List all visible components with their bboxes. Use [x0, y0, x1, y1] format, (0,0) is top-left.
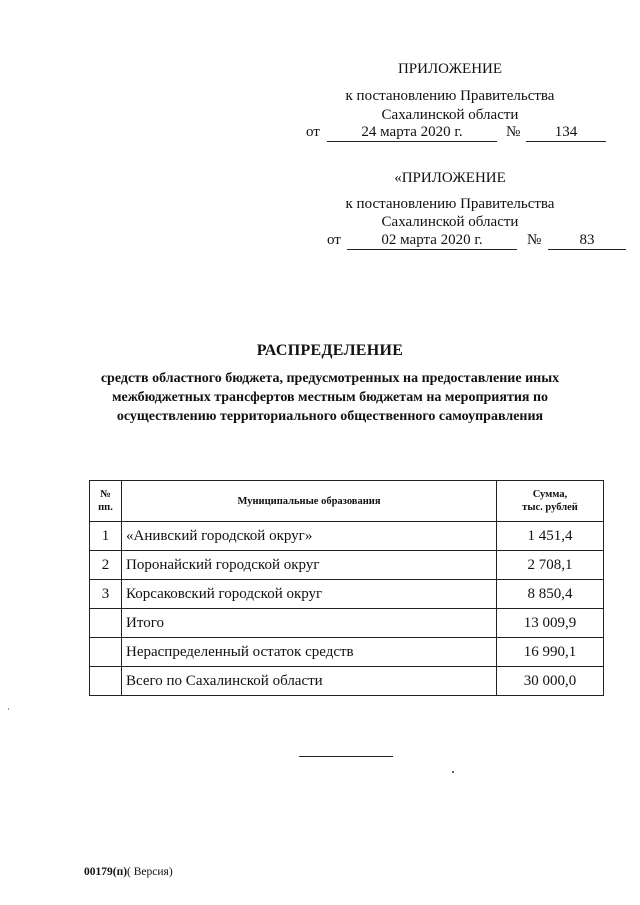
row-municipality: Корсаковский городской округ: [122, 580, 497, 609]
row-number: [90, 638, 122, 667]
table-row: [90, 580, 604, 609]
document-subtitle-line: средств областного бюджета, предусмотренных на предоставление иных: [100, 371, 560, 386]
appendix-title: «ПРИЛОЖЕНИЕ: [394, 170, 506, 186]
from-label: от: [306, 124, 320, 140]
appendix-line: к постановлению Правительства: [345, 196, 555, 212]
appendix-number: 134: [526, 124, 606, 142]
document-version: ( Версия): [127, 866, 173, 878]
scan-speck: [452, 771, 454, 773]
scan-speck: [8, 708, 9, 710]
row-number: [90, 667, 122, 696]
from-label: от: [327, 232, 341, 248]
table-row: [90, 667, 604, 696]
row-number: 2: [90, 551, 122, 580]
document-subtitle-line: межбюджетных трансфертов местным бюджетам на мероприятия по: [111, 390, 549, 405]
appendix-date: 02 марта 2020 г.: [347, 232, 517, 250]
row-sum: 8 850,4: [497, 580, 604, 609]
row-sum: 13 009,9: [497, 609, 604, 638]
distribution-table: [89, 480, 604, 696]
document-footer: [84, 866, 173, 878]
row-number: 3: [90, 580, 122, 609]
appendix-title: ПРИЛОЖЕНИЕ: [397, 61, 503, 77]
document-title: РАСПРЕДЕЛЕНИЕ: [256, 342, 404, 359]
row-number: 1: [90, 522, 122, 551]
row-sum: 16 990,1: [497, 638, 604, 667]
row-municipality: «Анивский городской округ»: [122, 522, 497, 551]
table-row: [90, 609, 604, 638]
table-header-row: [90, 481, 604, 522]
table-row: [90, 638, 604, 667]
document-subtitle-line: осуществлению территориального общественного самоуправления: [116, 409, 544, 424]
number-label: №: [527, 232, 542, 248]
row-number: [90, 609, 122, 638]
header-municipality: Муниципальные образования: [122, 481, 497, 522]
number-label: №: [506, 124, 521, 140]
appendix-line: Сахалинской области: [381, 214, 519, 230]
closing-divider: [299, 756, 393, 757]
appendix-date: 24 марта 2020 г.: [327, 124, 497, 142]
appendix-line: к постановлению Правительства: [345, 88, 555, 104]
row-municipality: Всего по Сахалинской области: [122, 667, 497, 696]
row-municipality: Поронайский городской округ: [122, 551, 497, 580]
row-sum: 30 000,0: [497, 667, 604, 696]
table-row: [90, 551, 604, 580]
header-sum: Сумма, тыс. рублей: [497, 481, 604, 522]
document-code: 00179(п): [84, 866, 128, 878]
table-row: [90, 522, 604, 551]
header-number: № пп.: [90, 481, 122, 522]
appendix-number: 83: [548, 232, 626, 250]
row-sum: 2 708,1: [497, 551, 604, 580]
row-sum: 1 451,4: [497, 522, 604, 551]
row-municipality: Нераспределенный остаток средств: [122, 638, 497, 667]
row-municipality: Итого: [122, 609, 497, 638]
appendix-line: Сахалинской области: [381, 107, 519, 123]
